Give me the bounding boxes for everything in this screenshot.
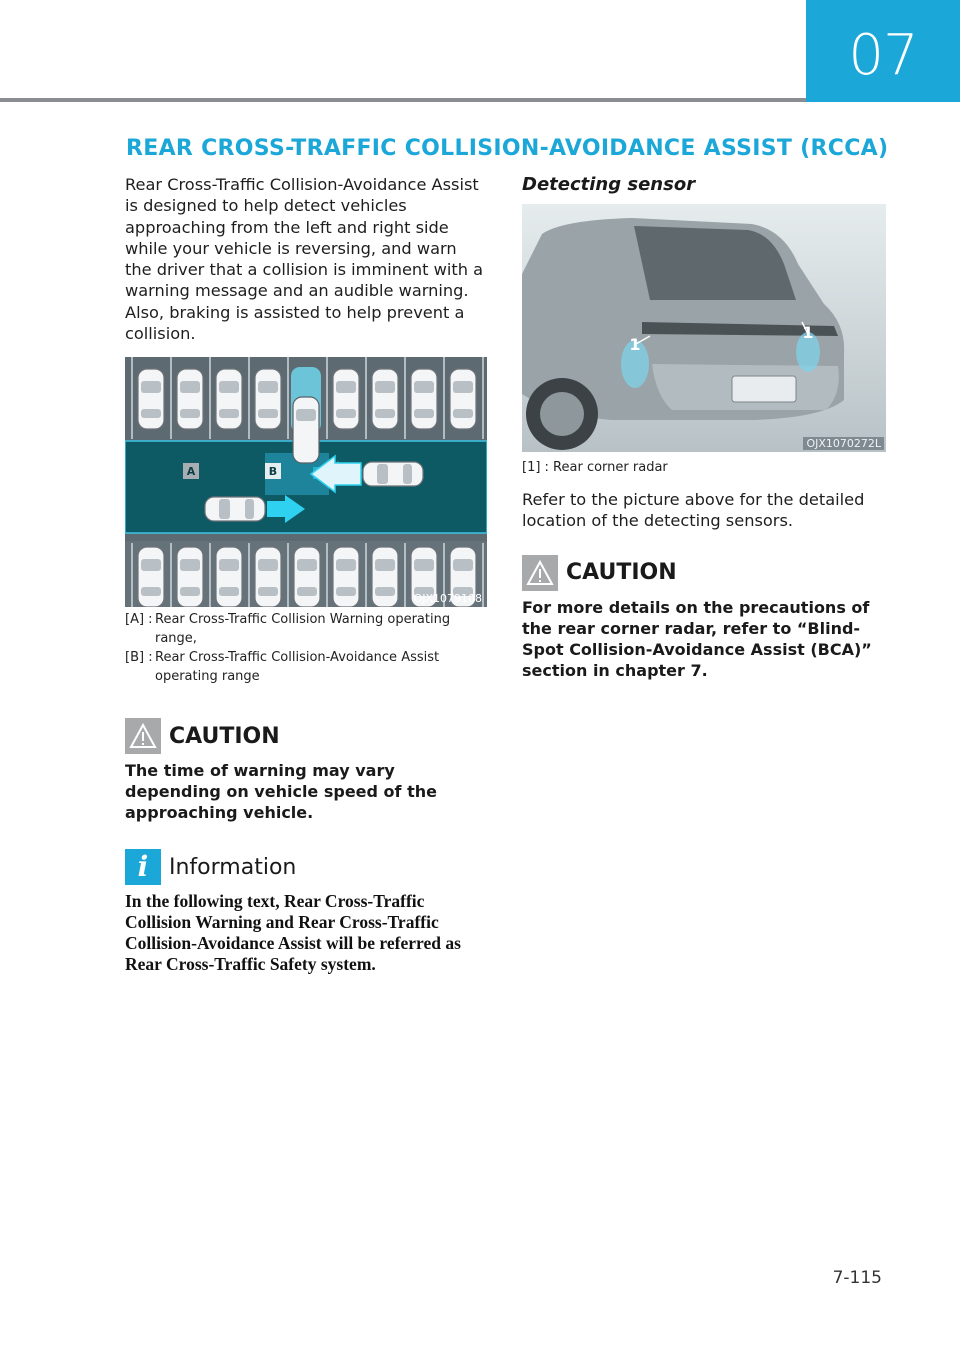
- right-caution-block: [522, 555, 886, 681]
- caption-key: [B] :: [125, 650, 153, 666]
- info-icon: i: [125, 849, 161, 885]
- sensor-caption: [1] : Rear corner radar: [522, 460, 668, 475]
- parking-lot-figure: [125, 357, 487, 607]
- header-rule: [0, 98, 806, 102]
- parking-lot-illustration: [125, 357, 487, 607]
- rear-vehicle-illustration: [522, 204, 886, 452]
- information-body: In the following text, Rear Cross-Traffic Collision Warning and Rear Cross-Traffic Collision-Avoidance Assist will be referred as Rear Cross-Traffic Safety system.: [125, 891, 461, 975]
- sensor-paragraph: Refer to the picture above for the detailed location of the detecting sensors.: [522, 490, 865, 531]
- caution-title: CAUTION: [566, 560, 677, 586]
- figure-code: OJX1070272L: [803, 437, 884, 450]
- caption-text: Rear Cross-Traffic Collision-Avoidance Assist operating range: [155, 650, 440, 685]
- sensor-figure: [522, 204, 886, 452]
- information-header: [125, 849, 487, 885]
- caution-body: For more details on the precautions of the rear corner radar, refer to “Blind-Spot Collision-Avoidance Assist (BCA)” section in chapter 7.: [522, 597, 872, 680]
- warning-icon: [125, 718, 161, 754]
- detecting-sensor-heading: Detecting sensor: [522, 174, 696, 195]
- figure-captions: [125, 610, 487, 686]
- information-block: [125, 849, 487, 975]
- caution-body: The time of warning may vary depending on vehicle speed of the approaching vehicle.: [125, 761, 437, 823]
- caption-key: [A] :: [125, 612, 153, 628]
- information-title: Information: [169, 854, 297, 880]
- caution-header: [125, 718, 487, 754]
- warning-icon: [522, 555, 558, 591]
- radar-marker-right: 1: [802, 323, 814, 342]
- caption-text: Rear Cross-Traffic Collision Warning operating range,: [155, 612, 451, 647]
- label-b: B: [268, 465, 278, 479]
- caution-title: CAUTION: [169, 723, 280, 749]
- caution-block: [125, 718, 487, 823]
- intro-paragraph: Rear Cross-Traffic Collision-Avoidance Assist is designed to help detect vehicles approaching from the left and right side while your vehicle is reversing, and warn the driver that a collision is imminent with a warning message and an audible warning. Also, braking is assisted to help prevent a collision.: [125, 175, 484, 344]
- chapter-tab: 07: [806, 0, 960, 102]
- label-a: A: [186, 465, 196, 479]
- caption-row: [125, 610, 487, 648]
- radar-marker-left: 1: [629, 335, 641, 354]
- figure-code: OJX1079108: [413, 592, 482, 606]
- caution-header: [522, 555, 886, 591]
- right-column: [522, 174, 886, 681]
- page-number: 7-115: [832, 1268, 882, 1288]
- caption-row: [125, 648, 487, 686]
- left-column: [125, 174, 487, 975]
- section-title: REAR CROSS-TRAFFIC COLLISION-AVOIDANCE ASSIST (RCCA): [126, 136, 889, 161]
